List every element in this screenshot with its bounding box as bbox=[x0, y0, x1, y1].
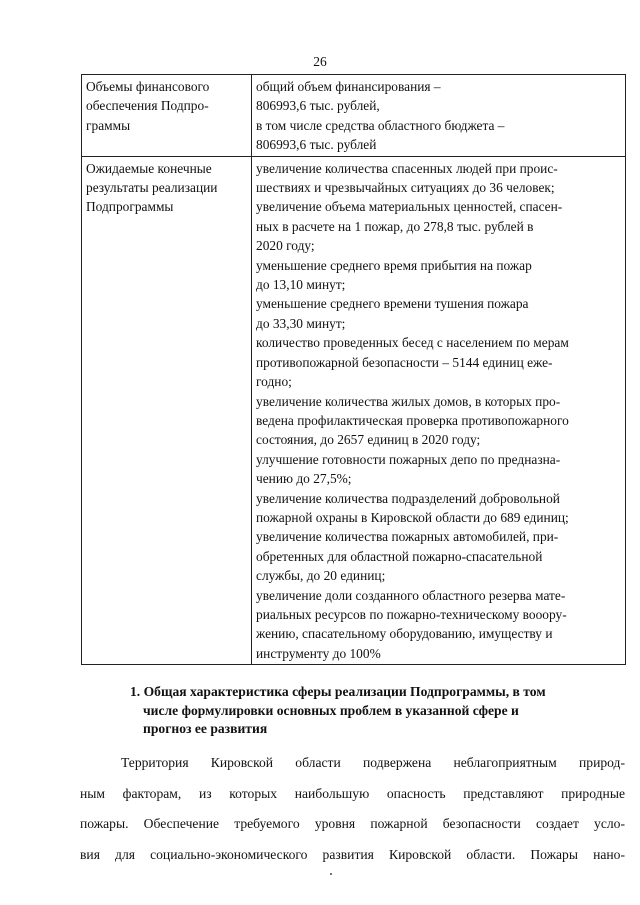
heading-line: прогноз ее развития bbox=[143, 721, 268, 736]
value-line: пожарной охраны в Кировской области до 689 единиц; bbox=[256, 509, 569, 525]
value-line: до 13,10 минут; bbox=[256, 277, 346, 293]
label-line: граммы bbox=[86, 117, 131, 133]
value-line: до 33,30 минут; bbox=[256, 315, 346, 331]
value-line: увеличение количества жилых домов, в которых про- bbox=[256, 393, 561, 409]
value-line: ных в расчете на 1 пожар, до 278,8 тыс. рублей в bbox=[256, 218, 534, 234]
value-line: обретенных для областной пожарно-спасательной bbox=[256, 548, 543, 564]
value-line: риальных ресурсов по пожарно-техническому вооору- bbox=[256, 606, 567, 622]
paragraph-line: пожары. Обеспечение требуемого уровня пожарной безопасности создает усло- bbox=[80, 816, 625, 831]
value-line: состояния, до 2657 единиц в 2020 году; bbox=[256, 432, 481, 448]
table-row-financing bbox=[82, 75, 626, 157]
section-heading bbox=[130, 683, 590, 739]
paragraph-line: ным факторам, из которых наибольшую опасность представляют природные bbox=[80, 785, 625, 801]
value-line: в том числе средства областного бюджета – bbox=[256, 117, 505, 133]
table-row-expected-results bbox=[82, 156, 626, 665]
page-number: 26 bbox=[313, 54, 327, 69]
value-line: увеличение количества пожарных автомобилей, при- bbox=[256, 529, 559, 545]
value-line: улучшение готовности пожарных депо по предназна- bbox=[256, 451, 561, 467]
value-line: чению до 27,5%; bbox=[256, 471, 352, 487]
results-value-cell bbox=[252, 156, 626, 665]
value-line: службы, до 20 единиц; bbox=[256, 568, 386, 584]
value-line: количество проведенных бесед с населением по мерам bbox=[256, 335, 569, 351]
value-line: уменьшение среднего время прибытия на пожар bbox=[256, 257, 532, 273]
value-line: увеличение количества подразделений добровольной bbox=[256, 490, 560, 506]
paragraph-line: Территория Кировской области подвержена неблагоприятным природ- bbox=[121, 755, 625, 770]
value-line: инструменту до 100% bbox=[256, 645, 381, 661]
value-line: 2020 году; bbox=[256, 238, 315, 254]
label-line: Объемы финансового bbox=[86, 79, 210, 94]
value-line: шествиях и чрезвычайных ситуациях до 36 человек; bbox=[256, 180, 555, 196]
paragraph-line: вия для социально-экономического развития Кировской области. Пожары нано- bbox=[80, 846, 625, 862]
value-line: жению, спасательному оборудованию, имуществу и bbox=[256, 626, 553, 642]
value-line: увеличение доли созданного областного резерва мате- bbox=[256, 587, 566, 603]
heading-line: 1. Общая характеристика сферы реализации Подпрограммы, в том bbox=[130, 684, 546, 699]
financing-value-cell bbox=[252, 75, 626, 157]
label-line: Подпрограммы bbox=[86, 199, 174, 215]
label-line: Ожидаемые конечные bbox=[86, 160, 212, 176]
body-paragraph bbox=[80, 748, 625, 870]
scan-speck bbox=[330, 873, 332, 875]
value-line: увеличение объема материальных ценностей, спасен- bbox=[256, 199, 563, 215]
results-label-cell bbox=[82, 156, 252, 665]
value-line: годно; bbox=[256, 374, 292, 390]
label-line: обеспечения Подпро- bbox=[86, 98, 209, 114]
value-line: 806993,6 тыс. рублей bbox=[256, 137, 377, 153]
heading-line: числе формулировки основных проблем в указанной сфере и bbox=[143, 702, 519, 718]
value-line: общий объем финансирования – bbox=[256, 79, 441, 94]
value-line: ведена профилактическая проверка противопожарного bbox=[256, 412, 569, 428]
value-line: противопожарной безопасности – 5144 единиц еже- bbox=[256, 354, 553, 370]
value-line: увеличение количества спасенных людей при проис- bbox=[256, 160, 558, 176]
financing-label-cell bbox=[82, 75, 252, 157]
subprogram-passport-table bbox=[81, 74, 626, 665]
label-line: результаты реализации bbox=[86, 180, 218, 196]
value-line: уменьшение среднего времени тушения пожара bbox=[256, 296, 529, 312]
value-line: 806993,6 тыс. рублей, bbox=[256, 98, 380, 114]
